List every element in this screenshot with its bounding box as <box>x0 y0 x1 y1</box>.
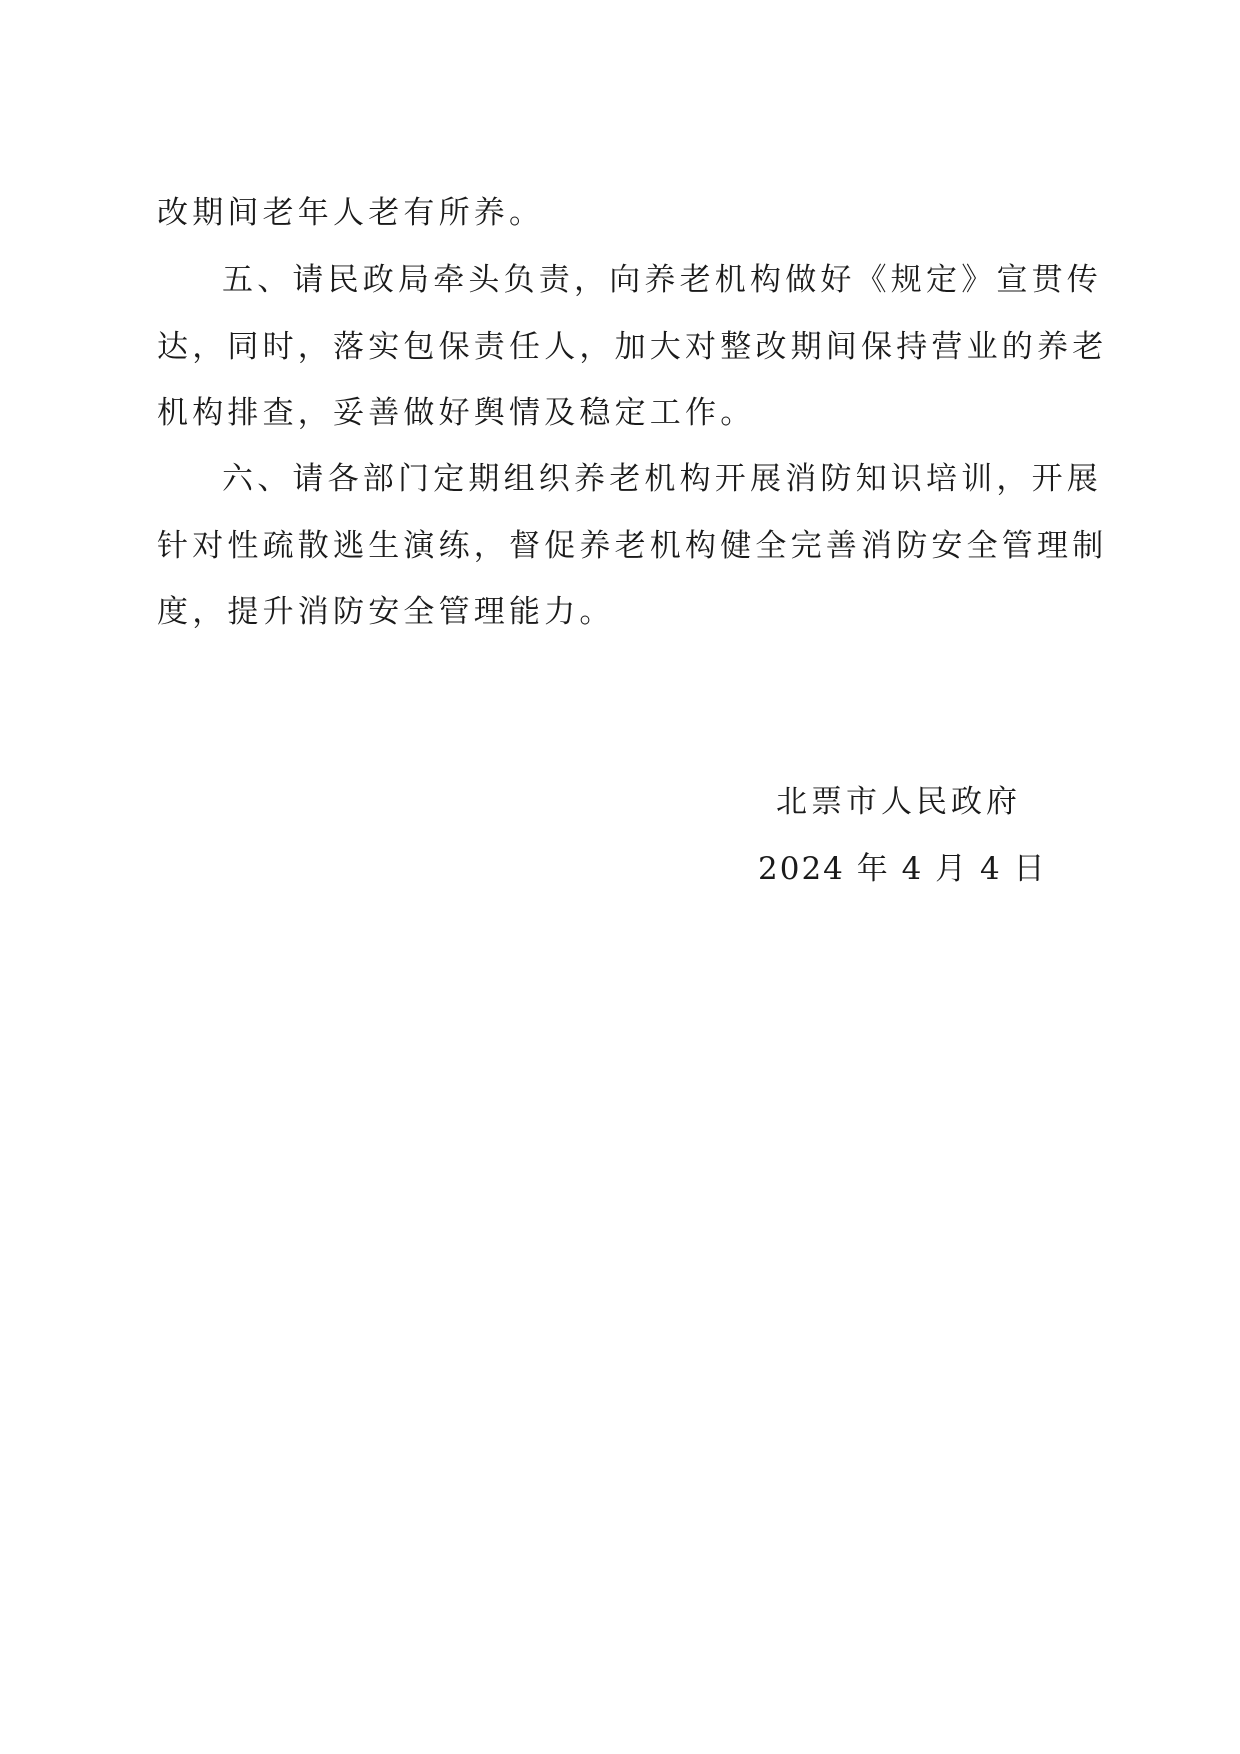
paragraph-line: 五、请民政局牵头负责，向养老机构做好《规定》宣贯传 <box>222 262 1102 298</box>
paragraph-line: 针对性疏散逃生演练，督促养老机构健全完善消防安全管理制 <box>157 528 1108 564</box>
paragraph-line: 六、请各部门定期组织养老机构开展消防知识培训，开展 <box>222 461 1102 497</box>
paragraph-line: 机构排查，妥善做好舆情及稳定工作。 <box>157 395 756 431</box>
paragraph-line: 度，提升消防安全管理能力。 <box>157 594 615 630</box>
issuer-signature: 北票市人民政府 <box>776 784 1021 820</box>
issue-date: 2024 年 4 月 4 日 <box>758 851 1047 887</box>
paragraph-line: 达，同时，落实包保责任人，加大对整改期间保持营业的养老 <box>157 329 1108 365</box>
paragraph-line: 改期间老年人老有所养。 <box>157 195 545 231</box>
